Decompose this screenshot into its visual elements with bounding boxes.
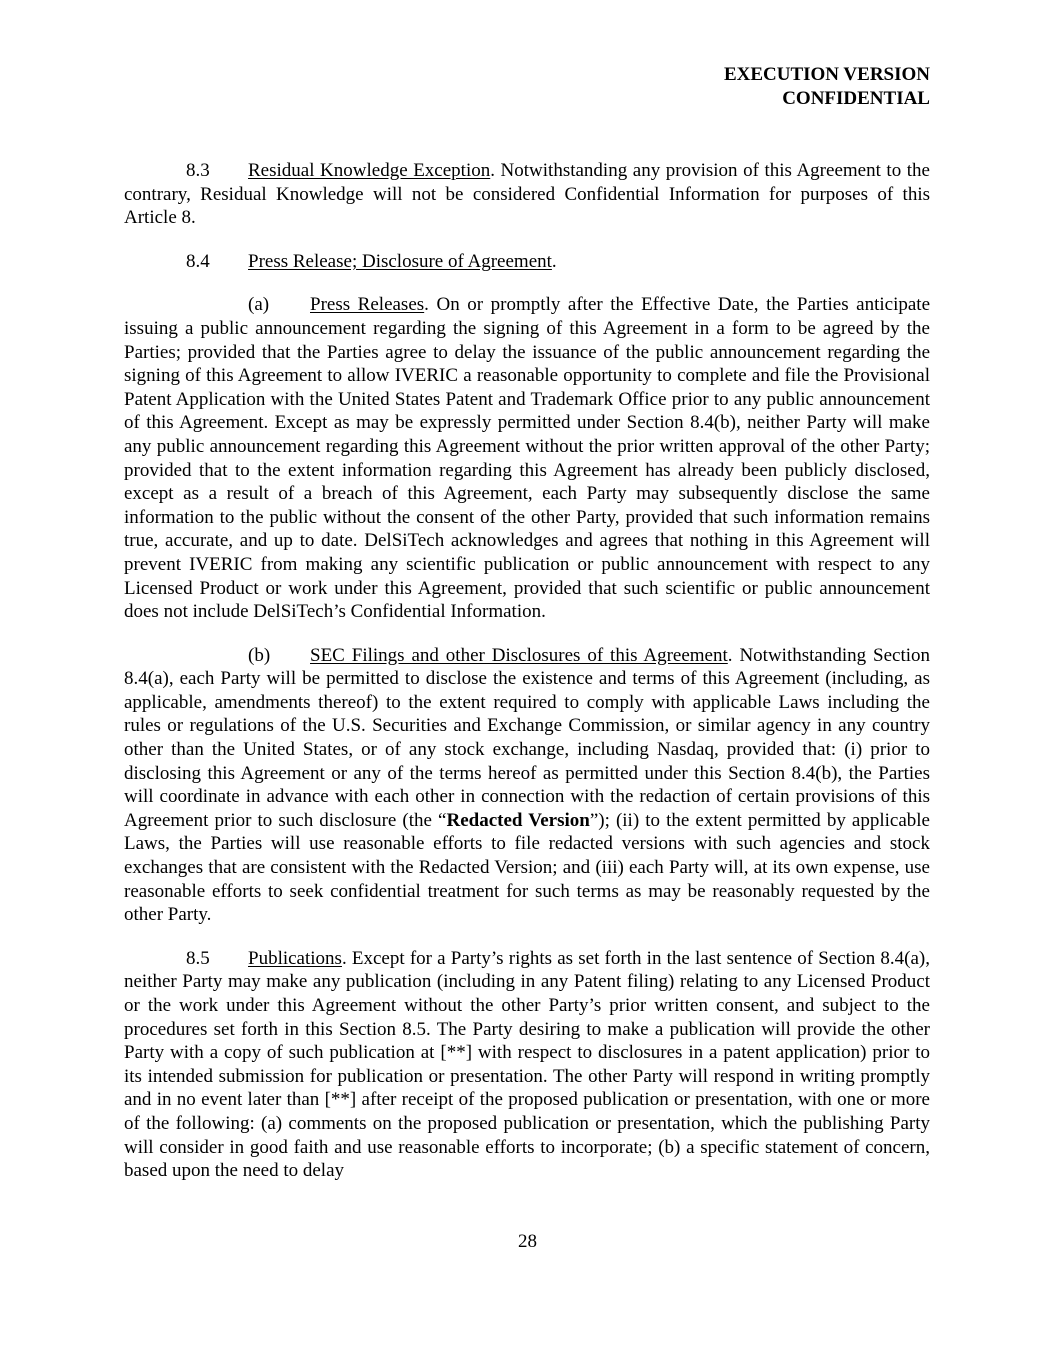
section-8-4: [124, 250, 930, 274]
page-number: 28: [518, 1231, 537, 1252]
subsection-text: . Notwithstanding Section 8.4(a), each Party will be permitted to disclose the existence and terms of this Agreement (including, as applicable, amendments thereof) to the extent required to comply with applicable Laws including the rules or regulations of the U.S. Securities and Exchange Commission, or similar agency in any country other than the United States, or of any stock exchange, including Nasdaq, provided that: (i) prior to disclosing this Agreement or any of the terms hereof as permitted under this Section 8.4(b), the Parties will coordinate in advance with each other in connection with the redaction of certain provisions of this Agreement prior to such disclosure (the “: [124, 644, 931, 831]
header-block: [724, 63, 930, 111]
section-title: Residual Knowledge Exception: [248, 160, 491, 181]
subsection-title: SEC Filings and other Disclosures of this Agreement: [310, 644, 728, 666]
header-execution-version: EXECUTION VERSION: [723, 64, 930, 85]
section-8-5: [124, 947, 930, 1183]
subsection-number: (a): [248, 294, 270, 316]
section-text: . Except for a Party’s rights as set forth in the last sentence of Section 8.4(a), neither Party may make any publication (including in any Patent filing) relating to any Licensed Product or the work under this Agreement without the other Party’s prior written consent, and subject to the procedures set forth in this Section 8.5. The Party desiring to make a publication will provide the other Party with a copy of such publication at [**] with respect to disclosures in a patent application) prior to its intended submission for publication or presentation. The other Party will respond in writing promptly and in no event later than [**] after receipt of the proposed publication or presentation, with one or more of the following: (a) comments on the proposed publication or presentation, which the publishing Party will consider in good faith and use reasonable efforts to incorporate; (b) a specific statement of concern, based upon the need to delay: [124, 947, 930, 1182]
document-body: [124, 159, 930, 1203]
subsection-text-continued: ”); (ii) to the extent permitted by applicable Laws, the Parties will use reasonable efforts to file redacted versions with such agencies and stock exchanges that are consistent with the Redacted Version; and (iii) each Party will, at its own expense, use reasonable efforts to seek confidential treatment for such terms as may be reasonably requested by the other Party.: [124, 809, 930, 926]
section-8-4-b: [124, 644, 930, 927]
section-number: 8.4: [186, 250, 210, 272]
section-title: Press Release; Disclosure of Agreement: [248, 250, 552, 272]
subsection-number: (b): [248, 644, 271, 666]
subsection-text: . On or promptly after the Effective Date, the Parties anticipate issuing a public announcement regarding the signing of this Agreement in a form to be agreed by the Parties; provided that the Parties agree to delay the issuance of the public announcement regarding the signing of this Agreement to allow IVERIC a reasonable opportunity to complete and file the Provisional Patent Application with the United States Patent and Trademark Office prior to any public announcement of this Agreement. Except as may be expressly permitted under Section 8.4(b), neither Party will make any public announcement regarding this Agreement without the prior written approval of the other Party; provided that to the extent information regarding this Agreement has already been publicly disclosed, except as a result of a breach of this Agreement, each Party may subsequently disclose the same information to the public without the consent of the other Party, provided that such information remains true, accurate, and up to date. DelSiTech acknowledges and agrees that nothing in this Agreement will prevent IVERIC from making any scientific publication or public announcement with respect to any Licensed Product or work under this Agreement, provided that such scientific or public announcement does not include DelSiTech’s Confidential Information.: [124, 294, 931, 623]
header-confidential: CONFIDENTIAL: [782, 88, 930, 109]
subsection-title: Press Releases: [310, 294, 425, 316]
section-number: 8.3: [186, 160, 210, 181]
section-title: Publications: [248, 947, 342, 969]
defined-term: Redacted Version: [446, 809, 590, 831]
section-8-4-a: [124, 293, 930, 623]
section-8-3: [124, 159, 930, 230]
section-text: . Notwithstanding any provision of this Agreement to the contrary, Residual Knowledge will not be considered Confidential Information for purposes of this Article 8.: [124, 160, 930, 229]
section-text: .: [551, 250, 557, 272]
section-number: 8.5: [186, 947, 210, 969]
